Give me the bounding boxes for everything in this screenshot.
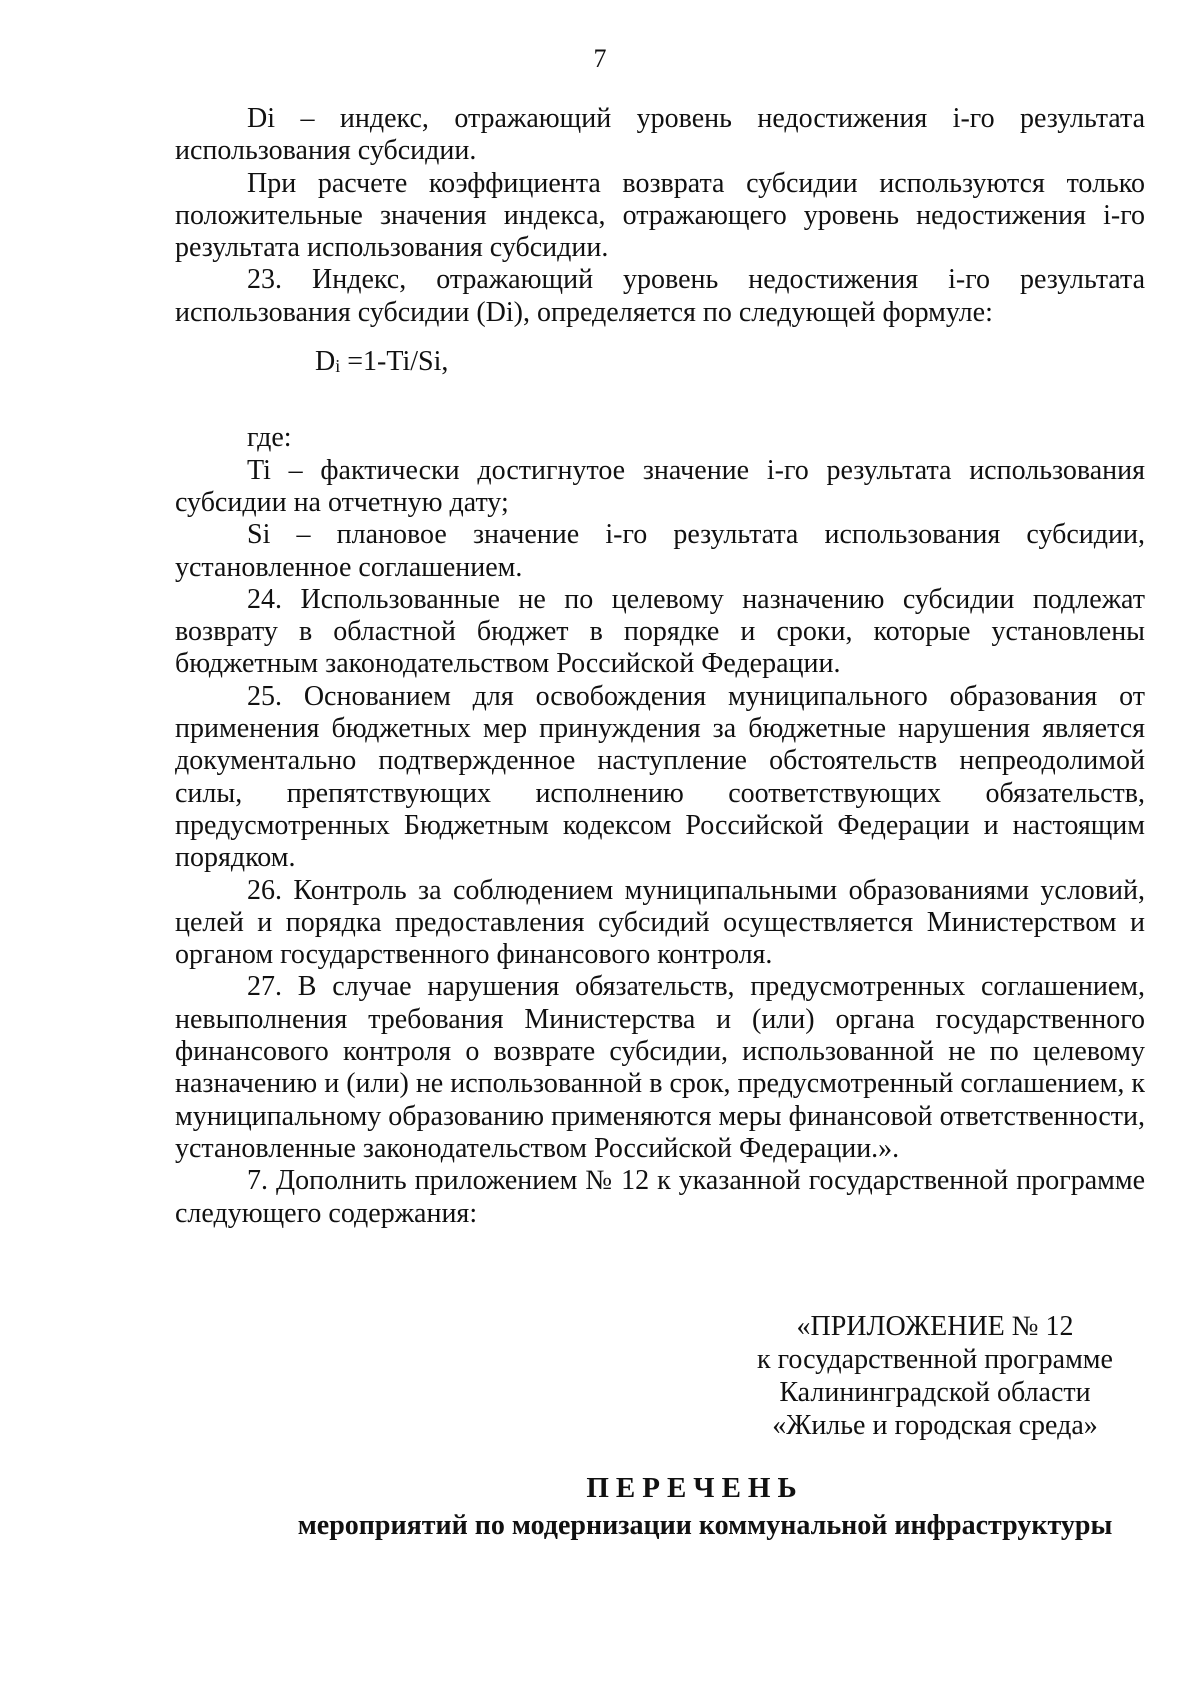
page-number: 7 xyxy=(593,44,607,73)
paragraph-26: 26. Контроль за соблюдением муниципальными образованиями условий, целей и порядка предоставления субсидий осуществляется Министерством и органом государственного финансового контроля. xyxy=(175,874,1145,971)
title-subtitle: мероприятий по модернизации коммунальной инфраструктуры xyxy=(297,1510,1113,1541)
appendix-header xyxy=(740,1310,1130,1442)
paragraph-7: 7. Дополнить приложением № 12 к указанной государственной программе следующего содержания: xyxy=(175,1165,1145,1229)
paragraph-25: 25. Основанием для освобождения муниципального образования от применения бюджетных мер принуждения за бюджетные нарушения является документально подтвержденное наступление обстоятельств непреодолимой силы, препятствующих исполнению соответствующих обязательств, предусмотренных Бюджетным кодексом Российской Федерации и настоящим порядком. xyxy=(175,680,1145,874)
paragraph-di-definition: Di – индекс, отражающий уровень недостижения i-го результата использования субсидии. xyxy=(175,103,1145,167)
title-main: ПЕРЕЧЕНЬ xyxy=(586,1472,804,1504)
paragraph-where: где: xyxy=(247,422,292,454)
formula-base: D xyxy=(315,346,336,378)
paragraph-27: 27. В случае нарушения обязательств, предусмотренных соглашением, невыполнения требования Министерства и (или) органа государственного финансового контроля о возврате субсидии, использованной не по целевому назначению и (или) не использованной в срок, предусмотренный соглашением, к муниципальному образованию применяются меры финансовой ответственности, установленные законодательством Российской Федерации.». xyxy=(175,971,1145,1164)
body-text xyxy=(175,103,1145,1230)
formula-rest: =1-Ti/Si, xyxy=(340,346,449,378)
paragraph-coefficient-note: При расчете коэффициента возврата субсидии используются только положительные значения индекса, отражающего уровень недостижения i-го результата использования субсидии. xyxy=(175,167,1145,264)
appendix-line-2: к государственной программе xyxy=(757,1344,1113,1375)
paragraph-23: 23. Индекс, отражающий уровень недостижения i-го результата использования субсидии (Di), определяется по следующей формуле: xyxy=(175,264,1145,328)
appendix-line-4: «Жилье и городская среда» xyxy=(772,1410,1098,1441)
appendix-line-1: «ПРИЛОЖЕНИЕ № 12 xyxy=(796,1311,1074,1342)
document-title xyxy=(175,1470,1145,1544)
paragraph-ti-definition: Ti – фактически достигнутое значение i-го результата использования субсидии на отчетную дату; xyxy=(175,454,1145,518)
formula xyxy=(175,346,1145,382)
appendix-line-3: Калининградской области xyxy=(779,1377,1091,1408)
formula-subscript: i xyxy=(335,356,341,377)
paragraph-24: 24. Использованные не по целевому назначению субсидии подлежат возврату в областной бюджет в порядке и сроки, которые установлены бюджетным законодательством Российской Федерации. xyxy=(175,583,1145,680)
paragraph-si-definition: Si – плановое значение i-го результата использования субсидии, установленное соглашением. xyxy=(175,519,1145,583)
